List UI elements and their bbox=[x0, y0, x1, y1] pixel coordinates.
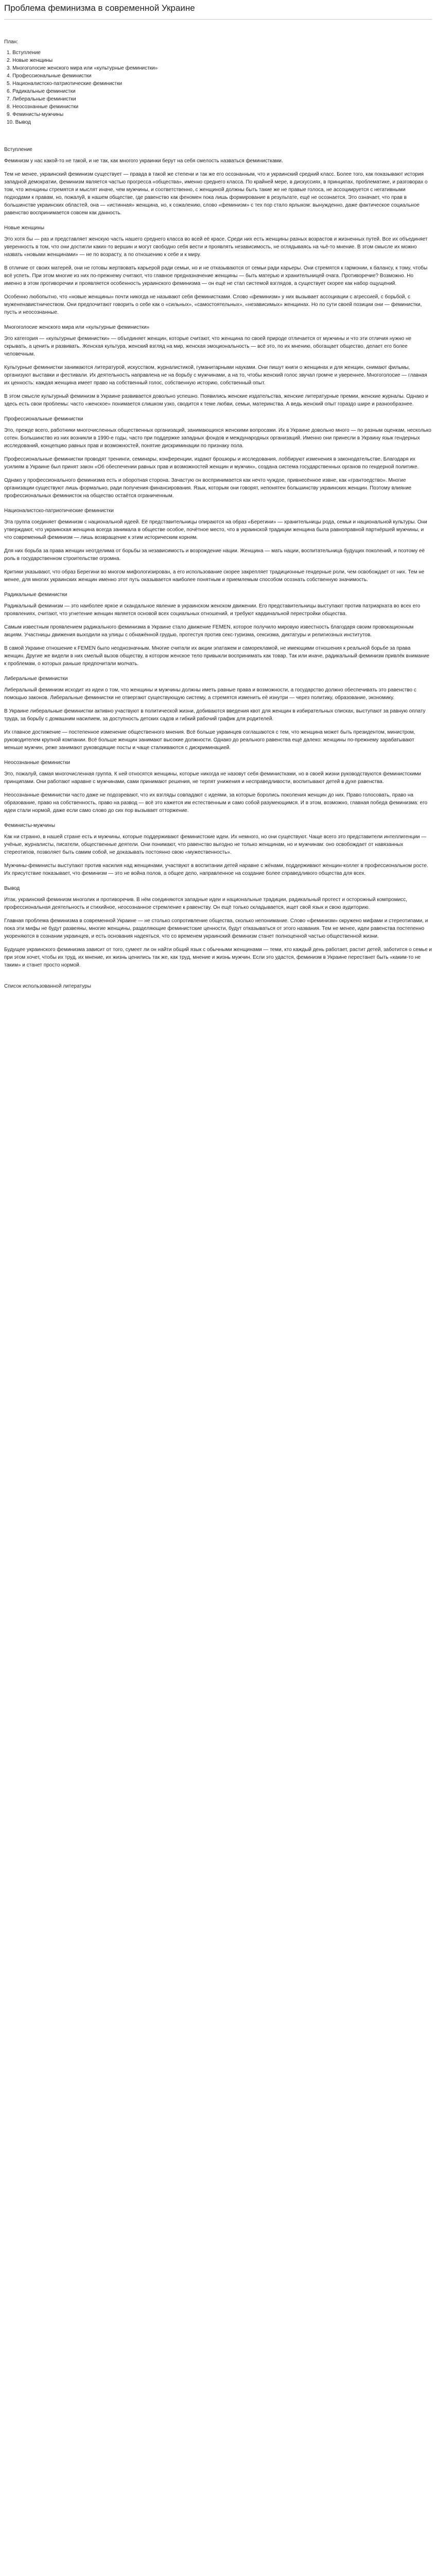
section-paragraph: Мужчины-феминисты выступают против насилия над женщинами, участвуют в воспитании детей наравне с жёнами, поддерживают женщин-коллег в профессиональном росте. Их присутствие показывает, что феминизм — это не война полов, а общее дело, направленное на создание более справедливого общества для всех. bbox=[4, 863, 428, 876]
section-paragraph: Радикальный феминизм — это наиболее яркое и скандальное явление в украинском женском движении. Его представительницы выступают против патриархата во всех его проявлениях, считают, что угнетение женщин является основой всех социальных отношений, и требуют кардинальной перестройки общества. bbox=[4, 603, 421, 617]
toc-item: 5. Националистско-патриотические феминистки bbox=[7, 81, 123, 87]
section-paragraph: Главная проблема феминизма в современной Украине — не столько сопротивление общества, сколько непонимание. Слово «феминизм» окружено мифами и стереотипами, и пока эти мифы не будут развеяны, многие женщины, разделяющие феминистские ценности, будут отказываться от этого названия. Тем не менее, идеи равенства постепенно укореняются в сознании украинцев, и есть основания надеяться, что со временем украинский феминизм станет полноценной частью общественной жизни. bbox=[4, 918, 428, 939]
section-heading: Националистско-патриотические феминистки bbox=[4, 508, 114, 514]
section-paragraph: Итак, украинский феминизм многолик и противоречив. В нём соединяются западные идеи и национальные традиции, радикальный протест и осторожный компромисс, профессиональная деятельность и стихийное, неосознанное стремление к равенству. Он ещё только складывается, ищет свой язык и свою аудиторию. bbox=[4, 897, 407, 910]
table-of-contents bbox=[4, 49, 432, 126]
section-paragraph: Самым известным проявлением радикального феминизма в Украине стало движение FEMEN, которое получило мировую известность благодаря своим провокационным акциям. Участницы движения выходили на улицы с обнажённой грудью, протестуя против секс-туризма, сексизма, диктатуры и религиозных институтов. bbox=[4, 624, 414, 638]
section-heading: Радикальные феминистки bbox=[4, 592, 67, 598]
toc-item: 3. Многоголосие женского мира или «культурные феминистки» bbox=[7, 65, 158, 71]
section-paragraph: Это категория — «культурные феминистки» — объединяет женщин, которые считают, что женщина по своей природе отличается от мужчины и что эти отличия нужно не скрывать, а ценить и развивать. Женская культура, женский взгляд на мир, женская эмоциональность — всё это, по их мнению, обогащает общество, делает его более человечным. bbox=[4, 336, 412, 357]
section-heading: Либеральные феминистки bbox=[4, 676, 68, 682]
article-section bbox=[4, 507, 432, 584]
title-divider bbox=[4, 19, 432, 20]
article-section bbox=[4, 415, 432, 500]
section-paragraph: Либеральный феминизм исходит из идеи о том, что женщины и мужчины должны иметь равные права и возможности, а государство должно обеспечивать это равенство с помощью законов. Либеральные феминистки не отвергают существующую систему, а стремятся изменить её изнутри — через политику, образование, экономику. bbox=[4, 687, 416, 701]
section-paragraph: В этом смысле культурный феминизм в Украине развивается довольно успешно. Появились женские издательства, женские литературные премии, женские журналы. Однако и здесь есть свои проблемы: часто «женское» понимается слишком узко, сводится к теме любви, семьи, материнства. А ведь женский опыт гораздо шире и разнообразнее. bbox=[4, 394, 429, 407]
section-paragraph: Как ни странно, в нашей стране есть и мужчины, которые поддерживают феминистские идеи. Их немного, но они существуют. Чаще всего это представители интеллигенции — учёные, журналисты, писатели, общественные деятели. Они понимают, что равенство выгодно не только женщинам, но и мужчинам: оно освобождает от навязанных стереотипов, позволяет быть самим собой, не доказывать постоянно свою «мужественность». bbox=[4, 834, 427, 855]
section-paragraph: Для них борьба за права женщин неотделима от борьбы за независимость и возрождение нации. Женщина — мать нации, воспитательница будущих поколений, и поэтому её роль в государственном строительстве огромна. bbox=[4, 548, 425, 562]
section-paragraph: Особенно любопытно, что «новые женщины» почти никогда не называют себя феминистками. Слово «феминизм» у них вызывает ассоциации с агрессией, с борьбой, с мужененавистничеством. Они предпочитают говорить о себе как о «сильных», «самостоятельных», «независимых» женщинах. Но по сути своей позиции они — феминистки, пусть и неосознанные. bbox=[4, 294, 422, 315]
section-paragraph: Это хотя бы — раз и представляет женскую часть нашего среднего класса во всей её красе. Среди них есть женщины разных возрастов и жизненных путей. Все их объединяет уверенность в том, что они достигли каких-то вершин и могут свободно себя вести и проявлять независимость, не оглядываясь на чьё-то мнение. В этом смысле их можно назвать «новыми женщинами» — не по возрасту, а по отношению к себе и к миру. bbox=[4, 236, 428, 258]
section-heading: Вывод bbox=[4, 886, 20, 891]
toc-item: 4. Профессиональные феминистки bbox=[7, 73, 92, 79]
bibliography-heading: Список использованной литературы bbox=[4, 984, 91, 989]
toc-item: 9. Феминисты-мужчины bbox=[7, 112, 64, 117]
section-paragraph: Однако у профессионального феминизма есть и оборотная сторона. Зачастую он воспринимается как нечто чуждое, привнесённое извне, как «грантоедство». Многие организации существуют лишь формально, ради получения финансирования. Язык, которым они говорят, непонятен большинству украинских женщин. Поэтому влияние профессиональных феминисток на общество остаётся ограниченным. bbox=[4, 478, 412, 499]
section-paragraph: В Украине либеральные феминистки активно участвуют в политической жизни, добиваются введения квот для женщин в избирательных списках, выступают за равную оплату труда, за борьбу с домашним насилием, за доступность детских садов и гибкий рабочий график для родителей. bbox=[4, 708, 426, 722]
section-paragraph: Их главное достижение — постепенное изменение общественного мнения. Всё больше украинцев соглашаются с тем, что женщина может быть президентом, министром, руководителем крупной компании. Всё больше женщин занимают высокие должности. Однако до реального равенства ещё далеко: женщины по-прежнему зарабатывают меньше мужчин, реже занимают руководящие посты и чаще сталкиваются с дискриминацией. bbox=[4, 730, 415, 751]
toc-item: 8. Неосознанные феминистки bbox=[7, 104, 79, 110]
section-heading: Вступление bbox=[4, 147, 32, 152]
section-paragraph: Критики указывают, что образ Берегини во многом мифологизирован, а его использование скорее закрепляет традиционные гендерные роли, чем освобождает от них. Тем не менее, для многих украинских женщин именно этот путь оказывается наиболее понятным и приемлемым способом осознать собственную значимость. bbox=[4, 569, 425, 583]
toc-item: 10. Вывод bbox=[7, 120, 31, 125]
section-heading: Новые женщины bbox=[4, 225, 44, 231]
article-body bbox=[4, 146, 432, 969]
article-section bbox=[4, 822, 432, 877]
section-paragraph: Эта группа соединяет феминизм с национальной идеей. Её представительницы опираются на образ «Берегини» — хранительницы рода, семьи и национальной культуры. Они утверждают, что украинская женщина всегда занимала в обществе особое, почётное место, что в украинской традиции женщина была равноправной партнёршей мужчины, и что современный феминизм — лишь возвращение к этим историческим корням. bbox=[4, 519, 427, 540]
section-paragraph: Профессиональные феминистки проводят тренинги, семинары, конференции, издают брошюры и исследования, лоббируют изменения в законодательстве. Благодаря их усилиям в Украине был принят закон «Об обеспечении равных прав и возможностей женщин и мужчин», создана система государственных органов по гендерной политике. bbox=[4, 456, 419, 470]
section-heading: Профессиональные феминистки bbox=[4, 416, 83, 422]
section-paragraph: Неосознанные феминистки часто даже не подозревают, что их взгляды совпадают с идеями, за которые боролись поколения женщин до них. Право голосовать, право на образование, право на собственность, право на развод — всё это кажется им естественным и само собой разумеющимся. И в этом, возможно, главная победа феминизма: его идеи стали нормой, даже если само слово до сих пор вызывает отторжение. bbox=[4, 792, 428, 814]
section-paragraph: Это, прежде всего, работники многочисленных общественных организаций, занимающихся женскими вопросами. Их в Украине довольно много — по разным оценкам, несколько сотен. Большинство из них возникли в 1990-е годы, часто при поддержке западных фондов и международных организаций. Именно они принесли в Украину язык гендерных исследований, концепцию равных прав и возможностей, понятие дискриминации по признаку пола. bbox=[4, 428, 431, 449]
section-paragraph: Тем не менее, украинский феминизм существует — правда в такой же степени и так же его осознанным, что и украинский средний класс. Более того, как показывают история западной демократии, феминизм является частью прогресса «общества», именно среднего класса. По крайней мере, в дискуссиях, в принципах, проблематике, и разговорах о том, что женщины стремятся и мыслят иначе, чем мужчины, и соответственно, с женщиной должны быть такие же не правые голоса, не ассоциируется с негативными подходами к правам, но, пожалуй, в нашем обществе, где равенство как феномен пока лишь формирование в результате, ещё не осознается. Это означает, что прав в большинстве украинских областей, она — «истинная» женщина, но, к сожалению, слово «феминизм» с тех пор стало ярлыком: вынужденно, даже фактическое социальное равенство воспринимается совсем как данность. bbox=[4, 172, 428, 216]
article-section bbox=[4, 224, 432, 316]
article-section bbox=[4, 885, 432, 969]
article-section bbox=[4, 324, 432, 408]
section-paragraph: Это, пожалуй, самая многочисленная группа. К ней относятся женщины, которые никогда не назовут себя феминистками, но в своей жизни руководствуются феминистскими принципами. Они работают наравне с мужчинами, сами принимают решения, не терпят унижения и несправедливости, воспитывают детей в духе равенства. bbox=[4, 771, 421, 785]
section-heading: Неосознанные феминистки bbox=[4, 760, 71, 766]
section-paragraph: Будущее украинского феминизма зависит от того, сумеет ли он найти общий язык с обычными женщинами — теми, кто каждый день работает, растит детей, заботится о семье и при этом хочет, чтобы их труд, их мнение, их жизнь ценились так же, как труд, мнение и жизнь мужчин. Если это удастся, феминизм в Украине перестанет быть «каким-то не таким» и станет просто нормой. bbox=[4, 947, 432, 968]
article-section bbox=[4, 591, 432, 668]
toc-item: 2. Новые женщины bbox=[7, 58, 53, 63]
section-paragraph: Феминизм у нас какой-то не такой, и не так, как многого украинки берут на себя смелость назваться феминистками. bbox=[4, 158, 283, 164]
plan-label: План: bbox=[4, 39, 18, 45]
toc-item: 6. Радикальные феминистки bbox=[7, 89, 76, 94]
article-section bbox=[4, 759, 432, 815]
section-heading: Многоголосие женского мира или «культурные феминистки» bbox=[4, 325, 150, 330]
article-title: Проблема феминизма в современной Украине bbox=[4, 3, 195, 13]
article-section bbox=[4, 675, 432, 752]
section-paragraph: Культурные феминистки занимаются литературой, искусством, журналистикой, гуманитарными науками. Они пишут книги о женщинах и для женщин, снимают фильмы, организуют выставки и фестивали. Их деятельность направлена не на борьбу с мужчинами, а на то, чтобы женский голос звучал громче и увереннее. Многоголосие — главная их ценность: каждая женщина имеет право на собственный голос, собственную историю, собственный опыт. bbox=[4, 365, 427, 386]
section-paragraph: В самой Украине отношение к FEMEN было неоднозначным. Многие считали их акции эпатажем и саморекламой, не имеющими отношения к реальной борьбе за права женщин. Другие же видели в них смелый вызов обществу, в котором женское тело привыкли воспринимать как товар. Так или иначе, радикальный феминизм привлёк внимание к проблемам, о которых раньше предпочитали молчать. bbox=[4, 646, 430, 667]
article-section bbox=[4, 146, 432, 217]
toc-item: 1. Вступление bbox=[7, 50, 41, 56]
section-heading: Феминисты-мужчины bbox=[4, 823, 56, 828]
toc-item: 7. Либеральные феминистки bbox=[7, 96, 76, 102]
section-paragraph: В отличие от своих матерей, они не готовы жертвовать карьерой ради семьи, но и не отказываются от семьи ради карьеры. Они стремятся к гармонии, к балансу, к тому, чтобы всё успеть. При этом многие из них по-прежнему считают, что главное предназначение женщины — быть матерью и хранительницей очага. Противоречие? Возможно. Но именно в этом противоречии и проявляется особенность украинского феминизма — он ещё не стал системой взглядов, а существует скорее как набор ощущений. bbox=[4, 265, 428, 286]
